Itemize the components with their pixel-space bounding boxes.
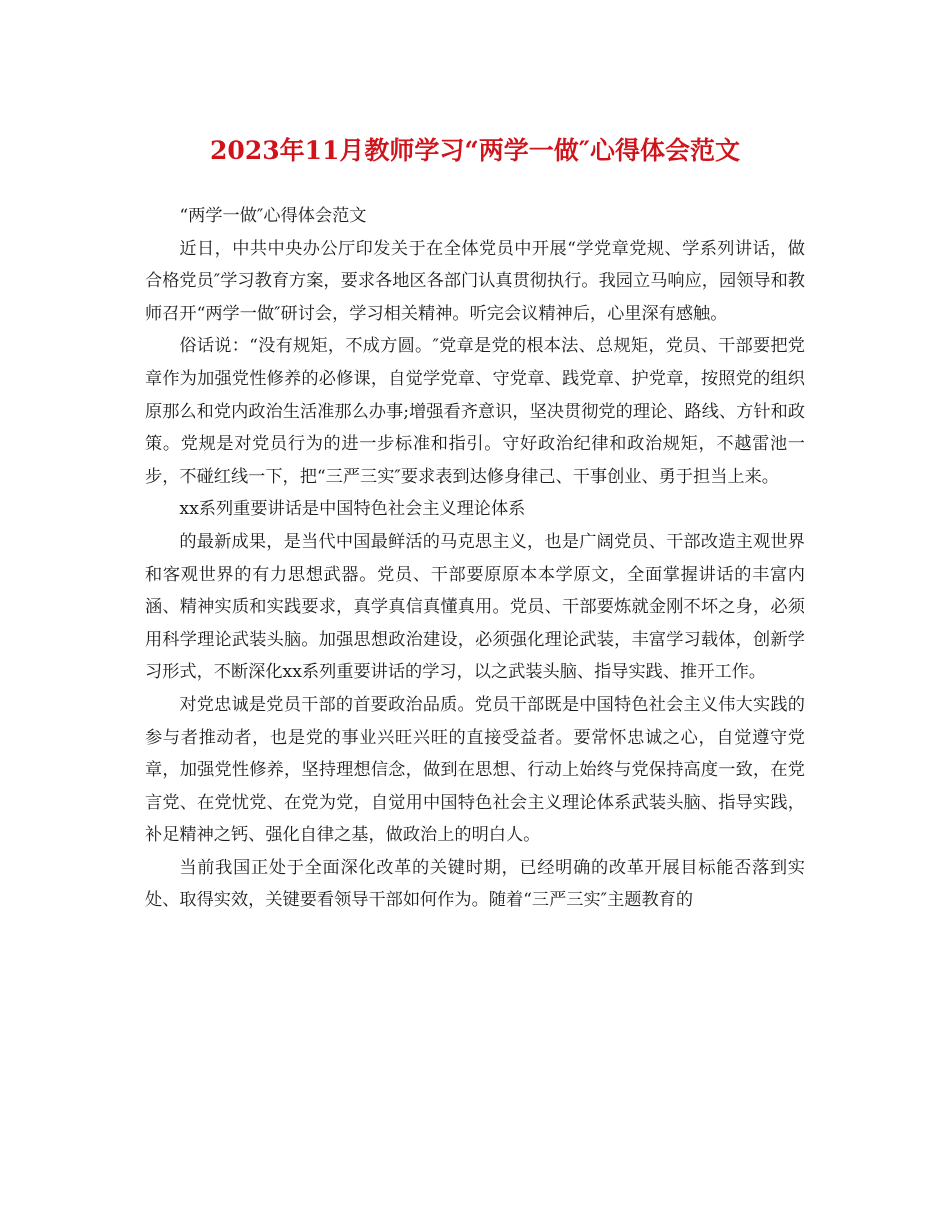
paragraph: 当前我国正处于全面深化改革的关键时期，已经明确的改革开展目标能否落到实处、取得实效，关键要看领导干部如何作为。随着“三严三实″主题教育的 [145,857,805,911]
paragraph: 对党忠诚是党员干部的首要政治品质。党员干部既是中国特色社会主义伟大实践的参与者推动者，也是党的事业兴旺兴旺的直接受益者。要常怀忠诚之心，自觉遵守党章，加强党性修养，坚持理想信念，做到在思想、行动上始终与党保持高度一致，在党言党、在党忧党、在党为党，自觉用中国特色社会主义理论体系武装头脑、指导实践，补足精神之钙、强化自律之基，做政治上的明白人。 [145,694,805,846]
paragraph: 俗话说：“没有规矩，不成方圆。″党章是党的根本法、总规矩，党员、干部要把党章作为加强党性修养的必修课，自觉学党章、守党章、践党章、护党章，按照党的组织原那么和党内政治生活准那么办事;增强看齐意识，坚决贯彻党的理论、路线、方针和政策。党规是对党员行为的进一步标准和指引。守好政治纪律和政治规矩，不越雷池一步，不碰红线一下，把“三严三实″要求表到达修身律己、干事创业、勇于担当上来。 [145,336,805,487]
paragraph: 的最新成果，是当代中国最鲜活的马克思主义，也是广阔党员、干部改造主观世界和客观世界的有力思想武器。党员、干部要原原本本学原文，全面掌握讲话的丰富内涵、精神实质和实践要求，真学真信真懂真用。党员、干部要炼就金刚不坏之身，必须用科学理论武装头脑。加强思想政治建设，必须强化理论武装，丰富学习载体，创新学习形式，不断深化xx系列重要讲话的学习，以之武装头脑、指导实践、推开工作。 [145,531,805,683]
paragraph: xx系列重要讲话是中国特色社会主义理论体系 [179,499,526,520]
paragraph-subtitle: “两学一做″心得体会范文 [179,206,367,226]
document-body [145,200,805,917]
document-title: 2023年11月教师学习“两学一做″心得体会范文 [210,136,740,165]
paragraph: 近日，中共中央办公厅印发关于在全体党员中开展“学党章党规、学系列讲话，做合格党员″学习教育方案，要求各地区各部门认真贯彻执行。我园立马响应，园领导和教师召开“两学一做″研讨会，学习相关精神。听完会议精神后，心里深有感触。 [145,238,805,324]
